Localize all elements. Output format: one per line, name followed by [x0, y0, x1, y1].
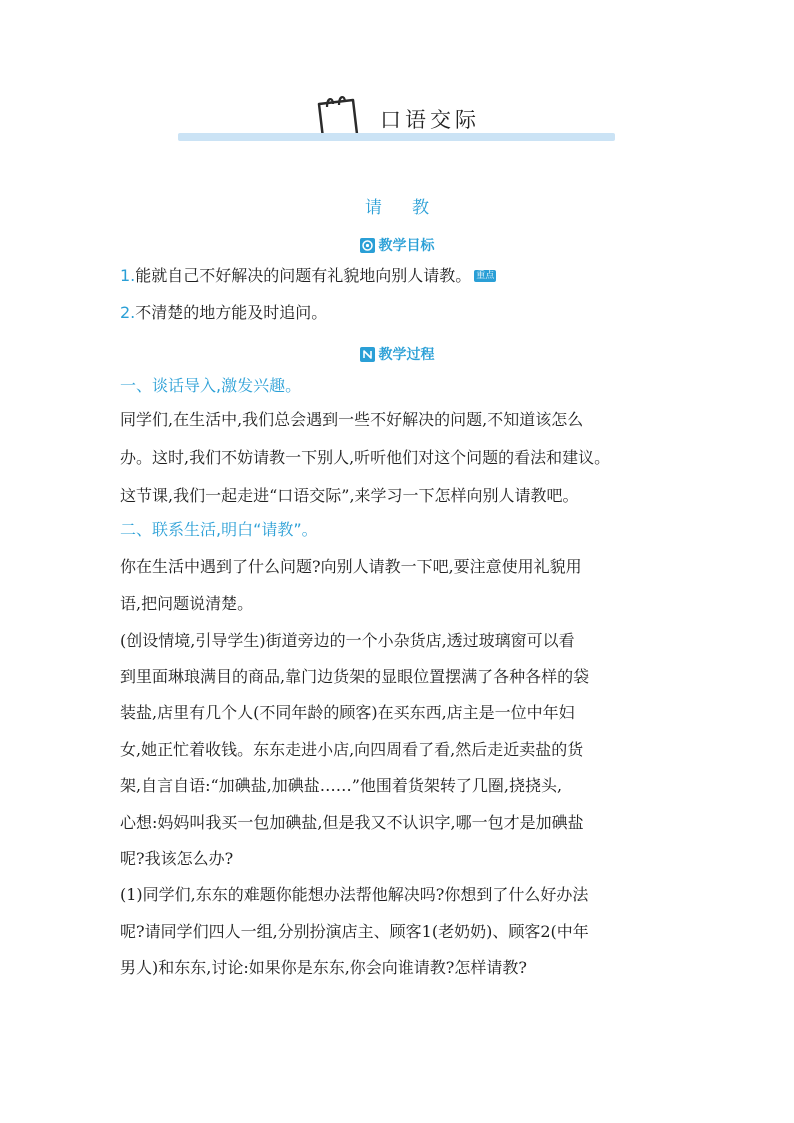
process-icon — [360, 347, 375, 362]
step1-line: 这节课,我们一起走进“口语交际”,来学习一下怎样向别人请教吧。 — [120, 486, 579, 505]
step2-line: (1)同学们,东东的难题你能想办法帮他解决吗?你想到了什么好办法 — [120, 885, 589, 904]
step2-line: 心想:妈妈叫我买一包加碘盐,但是我又不认识字,哪一包才是加碘盐 — [120, 813, 584, 832]
step1-line: 同学们,在生活中,我们总会遇到一些不好解决的问题,不知道该怎么 — [120, 410, 584, 429]
key-point-badge: 重点 — [476, 271, 495, 281]
goal-item-text: 能就自己不好解决的问题有礼貌地向别人请教。 — [135, 266, 472, 285]
step2-heading: 二、联系生活,明白“请教”。 — [120, 520, 318, 539]
header-underline — [178, 133, 615, 141]
process-section-title — [0, 344, 794, 364]
step2-line: 装盐,店里有几个人(不同年龄的顾客)在买东西,店主是一位中年妇 — [120, 703, 575, 722]
header-title: 口语交际 — [380, 108, 480, 132]
step2-line: 女,她正忙着收钱。东东走进小店,向四周看了看,然后走近卖盐的货 — [120, 740, 584, 759]
goal-item-2 — [120, 303, 327, 323]
goal-item-text: 不清楚的地方能及时追问。 — [135, 303, 328, 322]
step2-line: 语,把问题说清楚。 — [120, 594, 254, 613]
step2-line: 架,自言自语:“加碘盐,加碘盐……”他围着货架转了几圈,挠挠头, — [120, 776, 563, 795]
goals-section-title — [0, 235, 794, 255]
step1-heading: 一、谈话导入,激发兴趣。 — [120, 376, 302, 395]
goals-section-label: 教学目标 — [378, 238, 435, 254]
goal-item-1 — [120, 266, 496, 286]
goal-item-number: 2. — [120, 303, 136, 322]
step2-line: 呢?请同学们四人一组,分别扮演店主、顾客1(老奶奶)、顾客2(中年 — [120, 922, 589, 941]
target-icon — [360, 238, 375, 253]
process-section-label: 教学过程 — [378, 347, 435, 363]
step1-line: 办。这时,我们不妨请教一下别人,听听他们对这个问题的看法和建议。 — [120, 448, 611, 467]
page-header — [0, 0, 794, 150]
goal-item-number: 1. — [120, 266, 136, 285]
lesson-title: 请教 — [365, 198, 459, 218]
step2-line: 到里面琳琅满目的商品,靠门边货架的显眼位置摆满了各种各样的袋 — [120, 667, 590, 686]
step2-line: (创设情境,引导学生)街道旁边的一个小杂货店,透过玻璃窗可以看 — [120, 631, 575, 650]
step2-line: 男人)和东东,讨论:如果你是东东,你会向谁请教?怎样请教? — [120, 958, 527, 977]
step2-line: 你在生活中遇到了什么问题?向别人请教一下吧,要注意使用礼貌用 — [120, 557, 582, 576]
step2-line: 呢?我该怎么办? — [120, 849, 234, 868]
